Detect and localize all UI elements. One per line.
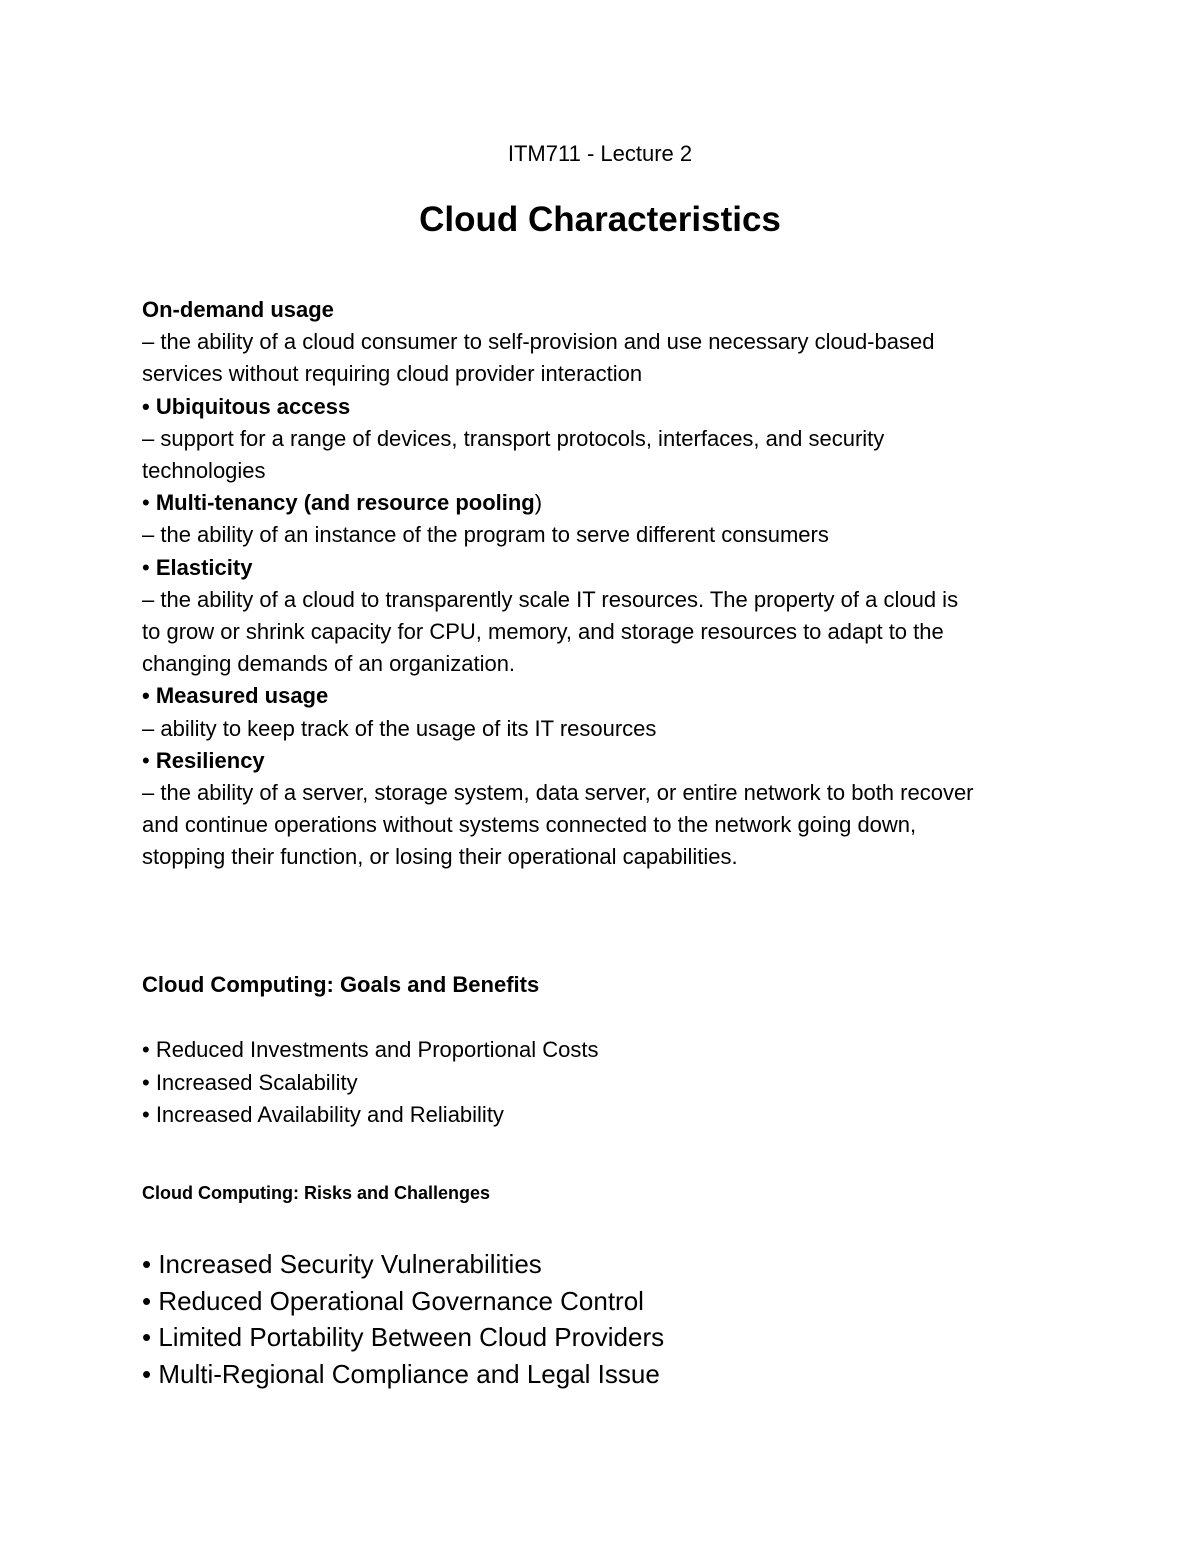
bullet: •: [142, 683, 156, 709]
list-item: • Increased Availability and Reliability: [142, 1102, 504, 1127]
characteristic-description: – ability to keep track of the usage of its IT resources: [142, 715, 657, 741]
term-suffix: ): [534, 490, 543, 516]
characteristic-item: [142, 391, 1062, 488]
characteristic-item: [142, 745, 1062, 874]
characteristic-item: [142, 294, 1062, 391]
characteristic-term: Elasticity: [155, 554, 253, 580]
characteristic-description: – the ability of an instance of the program to serve different consumers: [142, 522, 829, 548]
characteristic-description: – the ability of a server, storage system, data server, or entire network to both recover: [142, 780, 974, 806]
bullet: •: [142, 554, 156, 580]
lecture-subtitle: ITM711 - Lecture 2: [507, 141, 693, 166]
page-title: Cloud Characteristics: [419, 200, 781, 239]
characteristic-description: stopping their function, or losing their operational capabilities.: [142, 844, 738, 870]
goals-list: [142, 1034, 1062, 1132]
bullet: •: [142, 490, 156, 516]
characteristic-term-line: [142, 487, 1062, 519]
characteristic-description: technologies: [142, 458, 266, 484]
characteristic-term-line: [142, 745, 1062, 777]
characteristic-item: [142, 680, 1062, 744]
characteristic-term: On-demand usage: [142, 297, 334, 322]
list-item: • Reduced Investments and Proportional Costs: [142, 1037, 599, 1062]
characteristic-description: – the ability of a cloud to transparently scale IT resources. The property of a cloud is: [142, 586, 959, 612]
characteristic-term-line: [142, 294, 1062, 326]
risks-list: [142, 1246, 1062, 1392]
characteristic-term-line: [142, 391, 1062, 423]
characteristic-description: – support for a range of devices, transport protocols, interfaces, and security: [142, 425, 885, 451]
bullet: •: [142, 393, 156, 419]
characteristic-description: services without requiring cloud provider interaction: [142, 361, 643, 387]
characteristic-description: changing demands of an organization.: [142, 651, 516, 677]
characteristic-description: and continue operations without systems connected to the network going down,: [142, 812, 917, 838]
characteristic-term: Multi-tenancy (and resource pooling: [155, 490, 535, 516]
characteristic-description: to grow or shrink capacity for CPU, memory, and storage resources to adapt to the: [142, 619, 944, 645]
characteristic-term: Ubiquitous access: [155, 393, 351, 419]
list-item: • Multi-Regional Compliance and Legal Issue: [142, 1358, 660, 1389]
characteristic-description: – the ability of a cloud consumer to self-provision and use necessary cloud-based: [142, 329, 935, 355]
list-item: • Increased Scalability: [142, 1069, 358, 1095]
characteristic-term-line: [142, 552, 1062, 584]
characteristic-term: Resiliency: [155, 747, 265, 773]
characteristic-term: Measured usage: [155, 683, 329, 709]
characteristic-item: [142, 552, 1062, 681]
section-heading: Cloud Computing: Goals and Benefits: [142, 972, 540, 997]
list-item: • Limited Portability Between Cloud Providers: [142, 1322, 665, 1352]
characteristic-item: [142, 487, 1062, 551]
characteristics-list: [142, 294, 1062, 874]
list-item: • Reduced Operational Governance Control: [142, 1285, 644, 1316]
section-heading: Cloud Computing: Risks and Challenges: [142, 1183, 491, 1203]
list-item: • Increased Security Vulnerabilities: [142, 1249, 542, 1279]
bullet: •: [142, 747, 156, 773]
risks-section: [142, 1178, 1062, 1392]
characteristic-term-line: [142, 680, 1062, 712]
goals-section: [142, 969, 1062, 1132]
